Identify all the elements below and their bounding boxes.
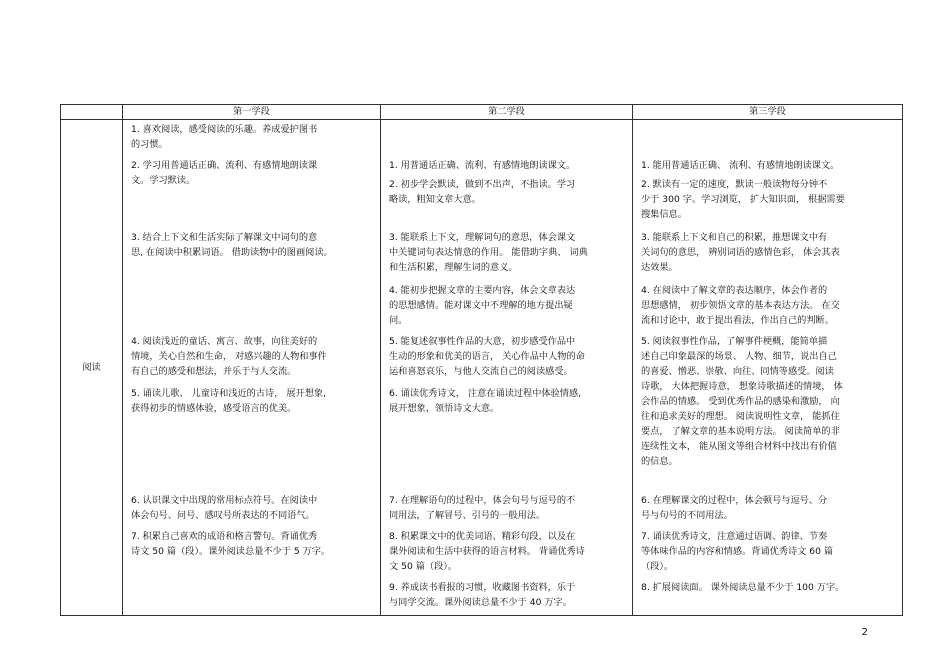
header-stage-2: 第二学段 <box>381 105 633 120</box>
stage-1-item-5: 5. 诵读儿歌、 儿童诗和浅近的古诗， 展开想象, 获得初步的情感体验，感受语言的优美。 <box>131 388 327 414</box>
stage-2-item-3: 3. 能联系上下文，理解词句的意思，体会课文 中关键词句表达情意的作用。 能借助字典、 词典 和生活积累，理解生词的意义。 <box>389 232 588 273</box>
header-blank-cell <box>61 105 123 120</box>
header-stage-1: 第一学段 <box>123 105 381 120</box>
stage-3-item-2: 2. 默读有一定的速度，默读一般读物每分钟不 少于 300 字。学习浏览， 扩大知识面， 根据需要 搜集信息。 <box>641 179 845 220</box>
stage-2-cell <box>381 120 633 616</box>
stage-1-cell <box>123 120 381 616</box>
stage-3-item-6: 6. 在理解课文的过程中，体会顿号与逗号、分 号与句号的不同用法。 <box>641 495 828 521</box>
stage-2-item-1: 1. 用普通话正确、流利、有感情地朗读课文。 <box>389 160 576 171</box>
table-row-reading <box>61 120 903 616</box>
stage-1-item-2: 2. 学习用普通话正确、流利、有感情地朗读课 文。学习默读。 <box>131 160 318 186</box>
page-number: 2 <box>861 627 868 638</box>
stage-3-item-8: 8. 扩展阅读面。 课外阅读总量不少于 100 万字。 <box>641 582 845 593</box>
stage-2-item-9: 9. 养成读书看报的习惯，收藏图书资料，乐于 与同学交流。课外阅读总量不少于 40 万字。 <box>389 582 576 608</box>
curriculum-standards-table <box>60 104 903 616</box>
stage-1-item-3: 3. 结合上下文和生活实际了解课文中词句的意 思, 在阅读中积累词语。 借助读物中的图画阅读。 <box>131 232 333 258</box>
category-cell-reading: 阅读 <box>61 120 123 616</box>
stage-1-item-4: 4. 阅读浅近的童话、寓言、故事，向往美好的 情境，关心自然和生命， 对感兴趣的人物和事件 有自己的感受和想法，并乐于与人交流。 <box>131 336 327 377</box>
stage-3-item-1: 1. 能用普通话正确、 流利、有感情地朗读课文。 <box>641 160 840 171</box>
stage-2-item-8: 8. 积累课文中的优美词语、精彩句段，以及在 课外阅读和生活中获得的语言材料。 背诵优秀诗 文 50 篇（段）。 <box>389 531 585 572</box>
stage-2-item-4: 4. 能初步把握文章的主要内容，体会文章表达 的思想感情。能对课文中不理解的地方提出疑 问。 <box>389 285 576 326</box>
stage-3-item-3: 3. 能联系上下文和自己的积累，推想课文中有 关词句的意思， 辨别词语的感情色彩， 体会其表 达效果。 <box>641 232 840 273</box>
header-stage-3: 第三学段 <box>633 105 903 120</box>
stage-1-item-7: 7. 积累自己喜欢的成语和格言警句。背诵优秀 诗文 50 篇（段）。课外阅读总量不少于 5 万字。 <box>131 531 331 557</box>
stage-2-item-6: 6. 诵读优秀诗文， 注意在诵读过程中体验情感, 展开想象，领悟诗文大意。 <box>389 388 582 414</box>
stage-1-item-1: 1. 喜欢阅读，感受阅读的乐趣。养成爱护图书 的习惯。 <box>131 124 318 150</box>
stage-2-item-7: 7. 在理解语句的过程中，体会句号与逗号的不 同用法，了解冒号、引号的一般用法。 <box>389 495 576 521</box>
stage-2-item-5: 5. 能复述叙事性作品的大意，初步感受作品中 生动的形象和优美的语言， 关心作品中人物的命 运和喜怒哀乐，与他人交流自己的阅读感受。 <box>389 336 585 377</box>
stage-3-item-7: 7. 诵读优秀诗文，注意通过语调、韵律、节奏 等体味作品的内容和情感。背诵优秀诗文 60 篇 （段）。 <box>641 531 834 572</box>
table-header-row <box>61 105 903 120</box>
stage-3-item-4: 4. 在阅读中了解文章的表达顺序，体会作者的 思想感情， 初步领悟文章的基本表达方法。 在交 流和讨论中，敢于提出看法，作出自己的判断。 <box>641 285 840 326</box>
stage-1-item-6: 6. 认识课文中出现的常用标点符号。在阅读中 体会句号、问号、感叹号所表达的不同语气。 <box>131 495 318 521</box>
stage-2-item-2: 2. 初步学会默读，做到不出声，不指读。学习 略读，粗知文章大意。 <box>389 179 576 205</box>
stage-3-item-5: 5. 阅读叙事性作品，了解事件梗概，能简单描 述自己印象最深的场景、 人物、细节，说出自己 的喜爱、憎恶、崇敬、向往、同情等感受。阅读 诗歌， 大体把握诗意， 想象诗歌描述的情境， 体 会作品的情感。 受到优秀作品的感染和激励， 向 往和追求美好的理想。 阅读说明性文章， 能抓住 要点， 了解文章的基本说明方法。 阅读简单的非 连续性文本， 能从图文等组合材料中找出有价值 的信息。 <box>641 336 843 467</box>
stage-3-cell <box>633 120 903 616</box>
